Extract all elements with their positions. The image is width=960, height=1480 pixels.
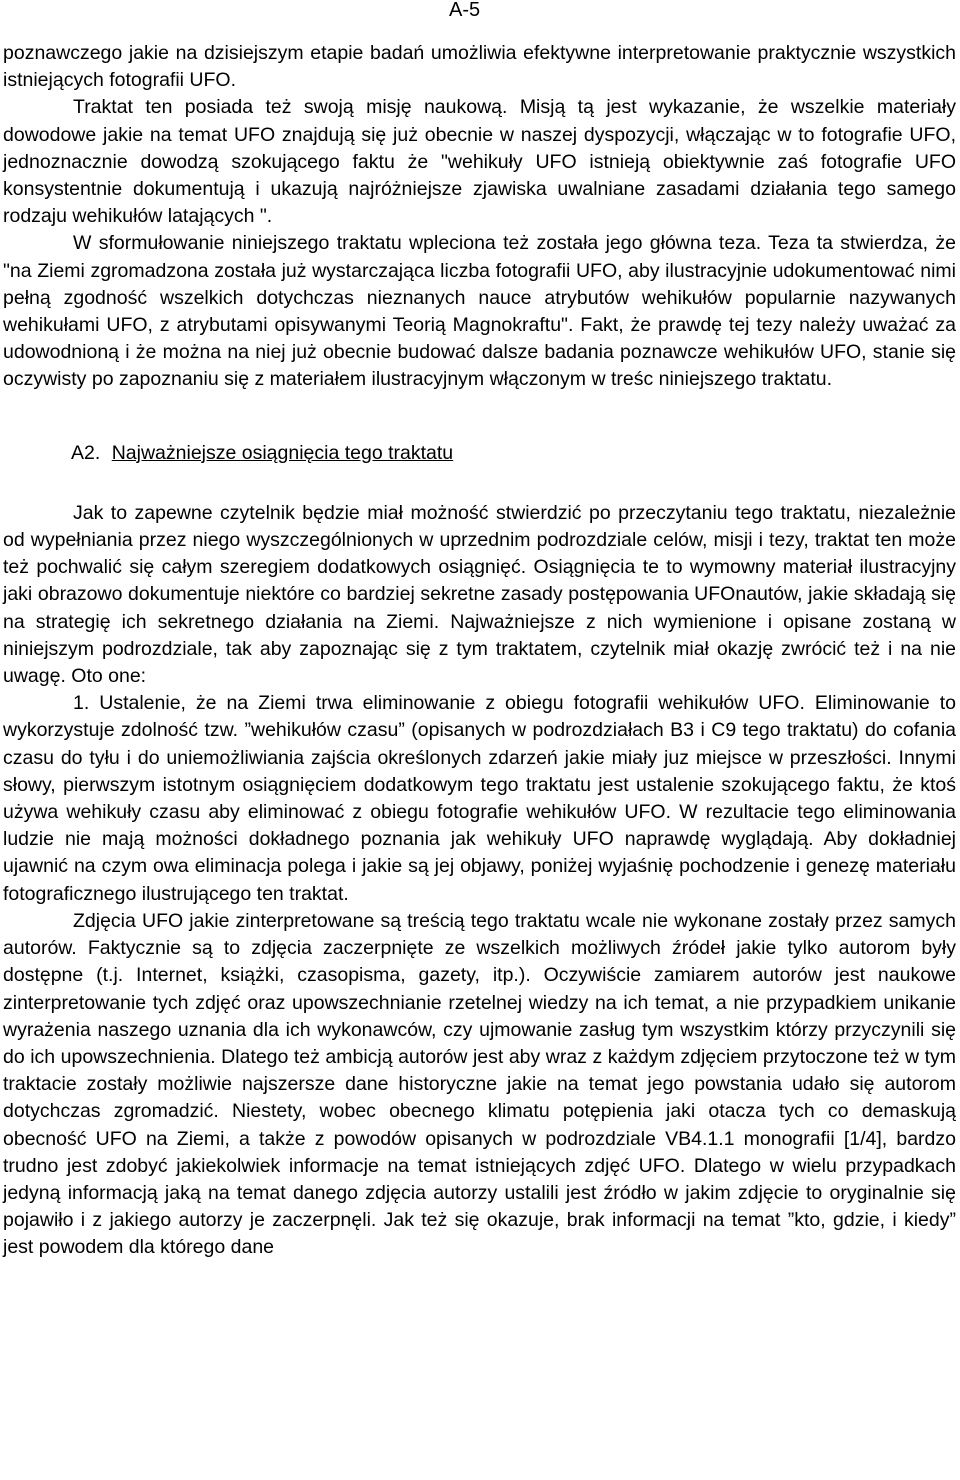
page-number: A-5: [449, 0, 481, 21]
paragraph: poznawczego jakie na dzisiejszym etapie badań umożliwia efektywne interpretowanie praktycznie wszystkich istniejących fotografii UFO.: [3, 42, 956, 92]
paragraph: W sformułowanie niniejszego traktatu wpleciona też została jego główna teza. Teza ta stwierdza, że "na Ziemi zgromadzona została już wystarczająca liczba fotografii UFO, aby ilustracyjnie udokumentować nimi pełną zgodność wszelkich dotychczas nieznanych nauce atrybutów wehikułów popularnie nazywanych wehikułami UFO, z atrybutami opisywanymi Teorią Magnokraftu". Fakt, że prawdę tej tezy należy uważać za udowodnioną i że można na niej już obecnie budować dalsze badania poznawcze wehikułów UFO, stanie się oczywisty po zapoznaniu się z materiałem ilustracyjnym włączonym w treśc niniejszego traktatu.: [3, 232, 956, 391]
body-text: [3, 40, 956, 1262]
paragraph: Jak to zapewne czytelnik będzie miał możność stwierdzić po przeczytaniu tego traktatu, niezależnie od wypełniania przez niego wyszczególnionych w uprzednim podrozdziale celów, misji i tezy, traktat ten może też pochwalić się całym szeregiem dodatkowych osiągnięć. Osiągnięcia te to wymowny materiał ilustracyjny jaki obrazowo dokumentuje niektóre co bardziej sekretne zasady postępowania UFOnautów, jakie składają się na strategię ich sekretnego działania na Ziemi. Najważniejsze z nich wymienione i opisane zostaną w niniejszym podrozdziale, tak aby zapoznając się z tym traktatem, czytelnik miał okazję zwrócić też i na nie uwagę. Oto one:: [3, 501, 956, 688]
section-heading: [3, 440, 956, 467]
list-item: 1. Ustalenie, że na Ziemi trwa eliminowanie z obiegu fotografii wehikułów UFO. Eliminowanie to wykorzystuje zdolność tzw. ”wehikułów czasu” (opisanych w podrozdziałach B3 i C9 tego traktatu) do cofania czasu do tyłu i do uniemożliwiania zajścia określonych zdarzeń jakie miały juz miejsce w przeszłości. Innymi słowy, pierwszym istotnym osiągnięciem dodatkowym tego traktatu jest ustalenie szokującego faktu, że ktoś używa wehikuły czasu aby eliminować z obiegu fotografie wehikułów UFO. W rezultacie tego eliminowania ludzie nie mają możności dokładnego poznania jak wehikuły UFO naprawdę wyglądają. Aby dokładniej ujawnić na czym owa eliminacja polega i jakie są jej objawy, poniżej wyjaśnię pochodzenie i genezę materiału fotograficznego ilustrującego ten traktat.: [3, 692, 956, 905]
paragraph: Traktat ten posiada też swoją misję naukową. Misją tą jest wykazanie, że wszelkie materiały dowodowe jakie na temat UFO znajdują się już obecnie w naszej dyspozycji, włączając w to fotografie UFO, jednoznacznie dowodzą szokującego faktu że "wehikuły UFO istnieją obiektywnie zaś fotografie UFO konsystentnie dokumentują i ukazują najróżniejsze zjawiska uwalniane zasadami działania tego samego rodzaju wehikułów latających ".: [3, 96, 956, 228]
section-number: A2.: [71, 441, 101, 464]
paragraph: Zdjęcia UFO jakie zinterpretowane są treścią tego traktatu wcale nie wykonane zostały przez samych autorów. Faktycznie są to zdjęcia zaczerpnięte ze wszelkich możliwych źródeł jakie tylko autorom były dostępne (t.j. Internet, książki, czasopisma, gazety, itp.). Oczywiście zamiarem autorów jest naukowe zinterpretowanie tych zdjęć oraz upowszechnianie rzetelnej wiedzy na ich temat, a nie przypadkiem unikanie wyrażenia naszego uznania dla ich wykonawców, czy ujmowanie zasług tym wszystkim którzy przyczynili się do ich upowszechnienia. Dlatego też ambicją autorów jest aby wraz z każdym zdjęciem przytoczone też w tym traktacie zostały możliwie najszersze dane historyczne jakie na temat jego powstania udało się autorom dotychczas zgromadzić. Niestety, wobec obecnego klimatu potępienia jaki otacza tych co demaskują obecność UFO na Ziemi, a także z powodów opisanych w podrozdziale VB4.1.1 monografii [1/4], bardzo trudno jest zdobyć jakiekolwiek informacje na temat istniejących zdjęć UFO. Dlatego w wielu przypadkach jedyną informacją jaką na temat danego zdjęcia autorzy ustalili jest źródło w jakim zdjęcie to oryginalnie się pojawiło i z jakiego autorzy je zaczerpnęli. Jak też się okazuje, brak informacji na temat ”kto, gdzie, i kiedy” jest powodem dla którego dane: [3, 909, 956, 1259]
section-title: Najważniejsze osiągnięcia tego traktatu: [111, 441, 454, 464]
